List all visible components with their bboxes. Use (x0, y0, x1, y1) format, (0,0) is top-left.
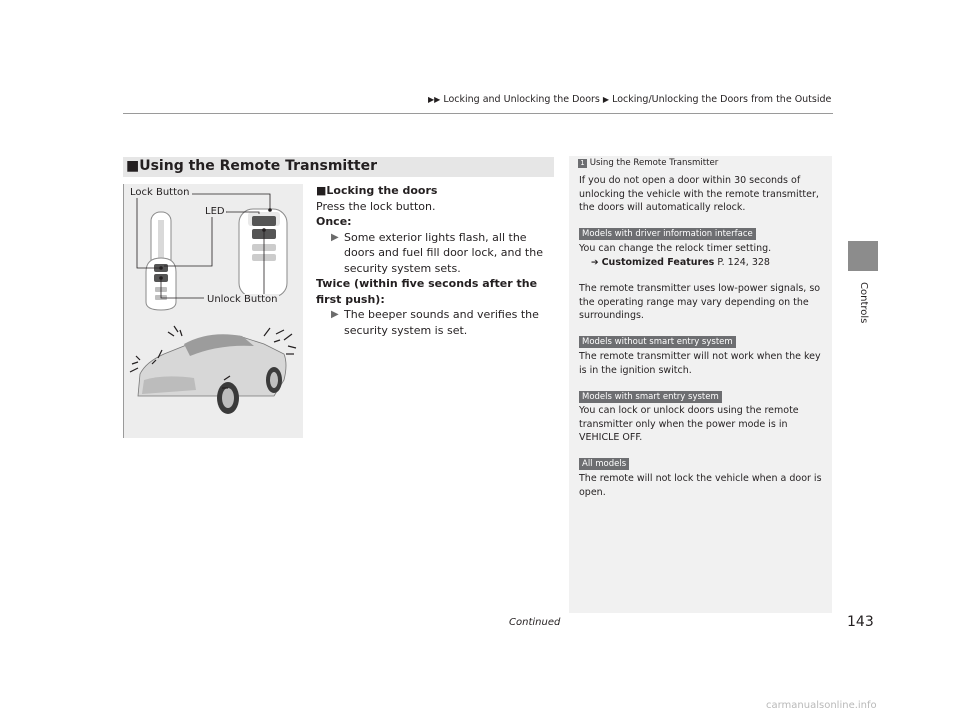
subheading: ■Locking the doors (316, 184, 438, 197)
intro-text: Press the lock button. (316, 199, 436, 213)
twice-text: The beeper sounds and verifies the security system is set. (344, 308, 539, 337)
twice-item (316, 307, 552, 338)
note-paragraph-3: The remote transmitter uses low-power signals, so the operating range may vary depending on the surroundings. (579, 283, 821, 321)
chapter-label-text: Controls (858, 282, 869, 324)
note-paragraph-5: You can lock or unlock doors using the remote transmitter only when the power mode is in VEHICLE OFF. (579, 405, 799, 443)
notes-panel (569, 156, 832, 613)
breadcrumb-item-1: Locking and Unlocking the Doors (443, 94, 600, 105)
model-tag-driver-info: Models with driver information interface (579, 228, 756, 240)
chapter-label (855, 282, 871, 342)
note-paragraph-4: The remote transmitter will not work when the key is in the ignition switch. (579, 351, 821, 376)
once-label: Once: (316, 215, 352, 228)
bullet-square-icon: ■ (316, 184, 327, 197)
ref-pages: P. 124, 328 (717, 257, 770, 268)
key-and-car-illustration (124, 184, 304, 438)
once-item (316, 230, 552, 277)
section-square-icon: ■ (126, 158, 140, 174)
section-title: ■Using the Remote Transmitter (126, 158, 378, 174)
model-tag-all: All models (579, 458, 629, 470)
breadcrumb-item-2: Locking/Unlocking the Doors from the Outside (612, 94, 832, 105)
unlock-button-label: Unlock Button (207, 294, 278, 305)
cross-reference (579, 256, 827, 271)
twice-label: Twice (within five seconds after the first push): (316, 277, 538, 306)
page-number: 143 (847, 614, 874, 630)
triangle-bullet-icon: ▶ (331, 231, 339, 243)
model-tag-with-smart-entry: Models with smart entry system (579, 391, 722, 403)
once-text: Some exterior lights flash, all the doors and fuel fill door lock, and the security system sets. (344, 230, 543, 275)
model-tag-without-smart-entry: Models without smart entry system (579, 336, 736, 348)
double-arrow-icon: ▶▶ (428, 95, 441, 104)
continued-label: Continued (509, 617, 561, 628)
breadcrumb (428, 94, 831, 105)
watermark: carmanualsonline.info (766, 700, 877, 711)
chapter-tab (848, 241, 878, 271)
arrow-icon: ▶ (602, 95, 610, 104)
triangle-bullet-icon: ▶ (331, 309, 339, 320)
header-divider (123, 113, 833, 114)
main-content (316, 183, 552, 338)
remote-transmitter-figure (123, 184, 303, 438)
note-paragraph-1: If you do not open a door within 30 seconds of unlocking the vehicle with the remote transmitter, the doors will automatically relock. (579, 175, 819, 213)
note-paragraph-2: You can change the relock timer setting. (579, 243, 772, 254)
notes-heading: 1 Using the Remote Transmitter (578, 158, 718, 168)
lock-button-label: Lock Button (130, 187, 190, 198)
page-ref-icon: ➔ (591, 258, 599, 268)
led-label: LED (205, 206, 225, 217)
ref-title: Customized Features (601, 257, 715, 268)
note-paragraph-6: The remote will not lock the vehicle when a door is open. (579, 473, 822, 498)
note-ref-icon: 1 (578, 159, 587, 168)
